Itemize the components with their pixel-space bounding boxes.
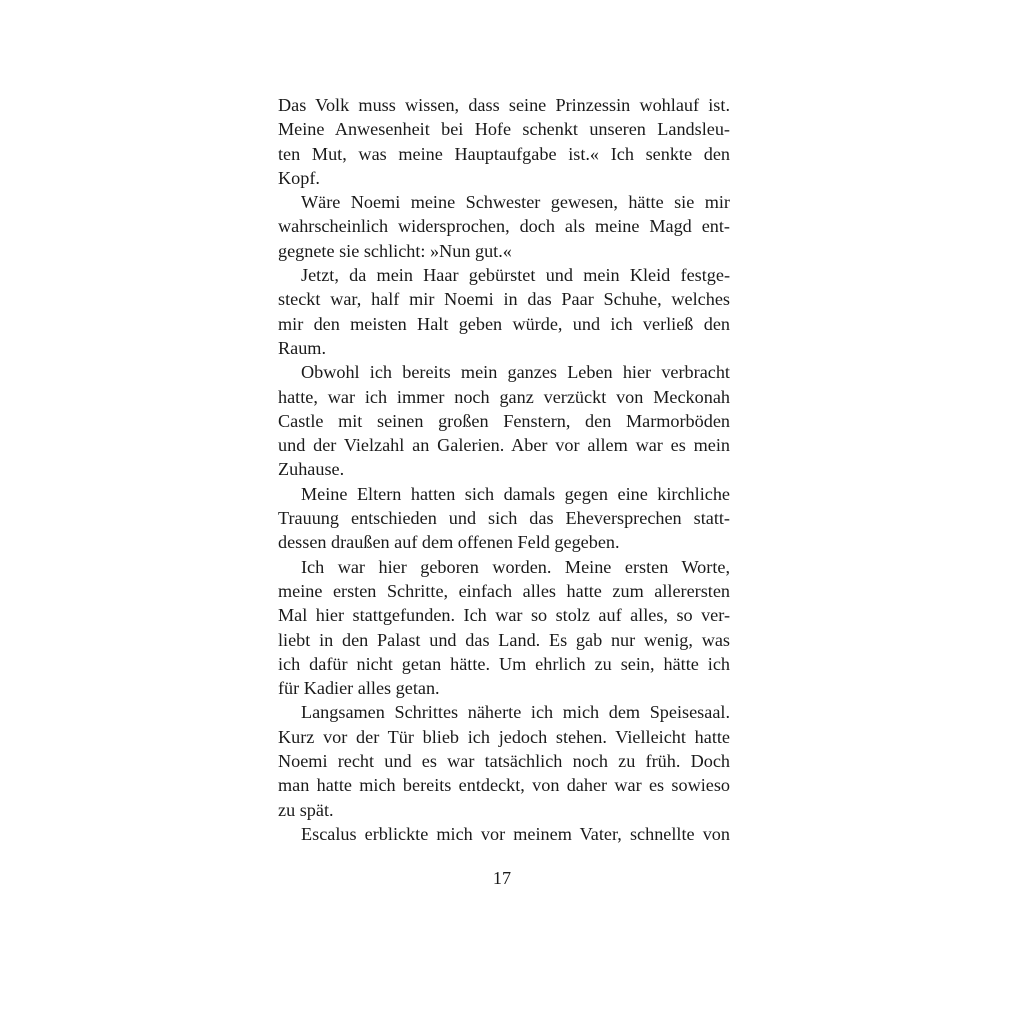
- text-line: gegnete sie schlicht: »Nun gut.«: [278, 240, 512, 261]
- text-line: Mal hier stattgefunden. Ich war so stolz auf alles, so ver-: [278, 605, 730, 626]
- text-line: Das Volk muss wissen, dass seine Prinzessin wohlauf ist.: [278, 95, 730, 115]
- text-line: ten Mut, was meine Hauptaufgabe ist.« Ich senkte den: [278, 143, 730, 164]
- text-line: Obwohl ich bereits mein ganzes Leben hier verbracht: [301, 362, 730, 383]
- text-line: Wäre Noemi meine Schwester gewesen, hätte sie mir: [301, 192, 730, 213]
- text-line: für Kadier alles getan.: [278, 678, 440, 699]
- text-line: Zuhause.: [278, 459, 345, 480]
- text-line: man hatte mich bereits entdeckt, von daher war es sowieso: [278, 775, 730, 796]
- text-line: mir den meisten Halt geben würde, und ich verließ den: [278, 313, 730, 334]
- text-line: Langsamen Schrittes näherte ich mich dem Speisesaal.: [301, 702, 730, 723]
- text-line: wahrscheinlich widersprochen, doch als meine Magd ent-: [278, 216, 730, 237]
- text-line: Ich war hier geboren worden. Meine ersten Worte,: [301, 556, 730, 577]
- text-line: Escalus erblickte mich vor meinem Vater, schnellte von: [301, 823, 730, 844]
- text-line: und der Vielzahl an Galerien. Aber vor allem war es mein: [278, 435, 730, 456]
- page-number: 17: [492, 868, 512, 888]
- text-line: Meine Eltern hatten sich damals gegen eine kirchliche: [301, 483, 730, 504]
- text-line: hatte, war ich immer noch ganz verzückt von Meckonah: [278, 386, 730, 407]
- body-text: [278, 93, 730, 846]
- text-line: Noemi recht und es war tatsächlich noch zu früh. Doch: [278, 751, 730, 772]
- text-line: Jetzt, da mein Haar gebürstet und mein Kleid festge-: [301, 265, 730, 286]
- text-line: Kopf.: [278, 167, 320, 188]
- text-line: zu spät.: [278, 799, 334, 820]
- text-line: Trauung entschieden und sich das Eheversprechen statt-: [278, 508, 730, 529]
- text-line: Castle mit seinen großen Fenstern, den Marmorböden: [278, 410, 730, 431]
- text-line: meine ersten Schritte, einfach alles hatte zum allerersten: [278, 580, 730, 601]
- text-line: Raum.: [278, 337, 326, 358]
- text-line: ich dafür nicht getan hätte. Um ehrlich zu sein, hätte ich: [278, 653, 730, 674]
- text-line: Meine Anwesenheit bei Hofe schenkt unseren Landsleu-: [278, 119, 730, 140]
- text-line: Kurz vor der Tür blieb ich jedoch stehen. Vielleicht hatte: [278, 726, 730, 747]
- text-line: steckt war, half mir Noemi in das Paar Schuhe, welches: [278, 289, 730, 310]
- text-line: liebt in den Palast und das Land. Es gab nur wenig, was: [278, 629, 730, 650]
- text-line: dessen draußen auf dem offenen Feld gegeben.: [278, 532, 620, 553]
